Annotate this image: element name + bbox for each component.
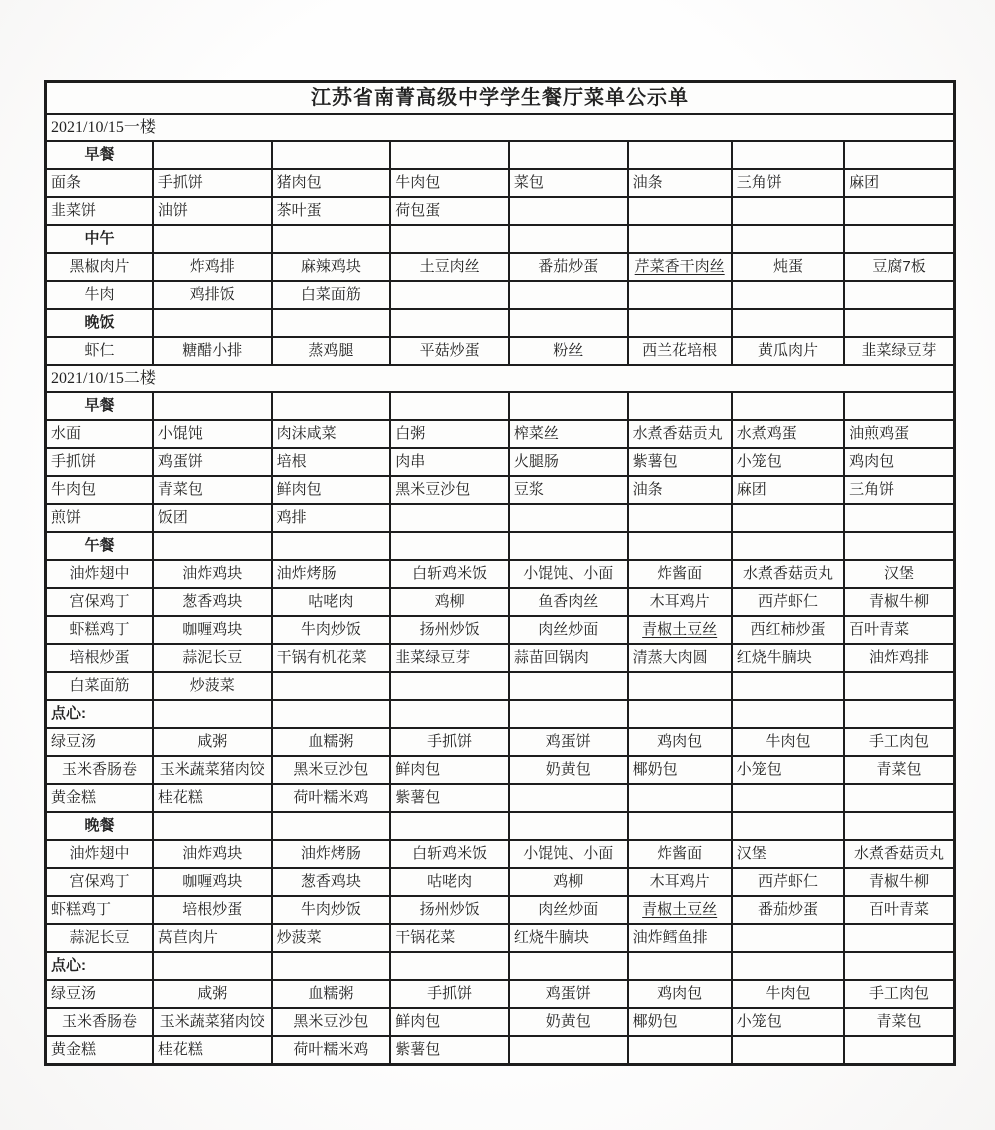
meal-header-row: [47, 953, 953, 981]
menu-cell: 黄瓜肉片: [733, 338, 845, 364]
empty-cell: [510, 813, 629, 839]
menu-cell: 青菜包: [154, 477, 273, 503]
menu-cell: 牛肉包: [733, 729, 845, 755]
menu-cell: 平菇炒蛋: [391, 338, 510, 364]
empty-cell: [733, 282, 845, 308]
menu-cell: 鸡肉包: [629, 729, 733, 755]
menu-cell: 扬州炒饭: [391, 617, 510, 643]
menu-cell: 百叶青菜: [869, 901, 930, 918]
empty-cell: [845, 198, 953, 224]
empty-cell: [510, 533, 629, 559]
menu-cell: 鸡柳: [391, 589, 510, 615]
menu-cell: 芹菜香干肉丝: [629, 254, 733, 280]
menu-row: [47, 254, 953, 282]
date-label: 2021/10/15一楼: [51, 119, 156, 136]
empty-cell: [154, 953, 273, 979]
menu-cell: 青椒牛柳: [869, 873, 930, 890]
menu-row: [47, 589, 953, 617]
menu-cell: 玉米香肠卷: [47, 1009, 154, 1035]
empty-cell: [629, 393, 733, 419]
empty-cell: [510, 226, 629, 252]
empty-cell: [629, 813, 733, 839]
menu-cell: 小馄饨、小面: [510, 561, 629, 587]
menu-cell: 黑米豆沙包: [273, 757, 392, 783]
menu-cell: 宫保鸡丁: [47, 589, 154, 615]
menu-cell: 玉米香肠卷: [47, 757, 154, 783]
menu-cell: 葱香鸡块: [273, 869, 392, 895]
menu-table: [44, 80, 956, 1066]
menu-cell: 鸡肉包: [629, 981, 733, 1007]
menu-cell: 清蒸大肉圆: [629, 645, 733, 671]
empty-cell: [733, 673, 845, 699]
table-title-row: [47, 83, 953, 115]
menu-cell: 鸡柳: [510, 869, 629, 895]
menu-cell: 虾仁: [47, 338, 154, 364]
empty-cell: [629, 533, 733, 559]
empty-cell: [273, 673, 392, 699]
empty-cell: [510, 953, 629, 979]
empty-cell: [154, 310, 273, 336]
empty-cell: [510, 785, 629, 811]
empty-cell: [845, 533, 953, 559]
menu-cell: 油炸烤肠: [273, 561, 392, 587]
menu-cell: 韭菜饼: [47, 198, 154, 224]
empty-cell: [845, 953, 953, 979]
menu-cell: 小馄饨: [154, 421, 273, 447]
menu-cell: 咖喱鸡块: [154, 869, 273, 895]
menu-row: [47, 729, 953, 757]
menu-cell: 手抓饼: [154, 170, 273, 196]
menu-cell: 桂花糕: [154, 1037, 273, 1063]
menu-cell: 奶黄包: [510, 757, 629, 783]
menu-cell: 手抓饼: [47, 449, 154, 475]
empty-cell: [154, 142, 273, 168]
menu-cell: 炸鸡排: [154, 254, 273, 280]
empty-cell: [629, 673, 733, 699]
menu-cell: 黑米豆沙包: [273, 1009, 392, 1035]
empty-cell: [629, 198, 733, 224]
menu-cell: 荷叶糯米鸡: [273, 1037, 392, 1063]
empty-cell: [733, 1037, 845, 1063]
empty-cell: [510, 198, 629, 224]
menu-cell: 青椒土豆丝: [629, 617, 733, 643]
menu-row: [47, 421, 953, 449]
menu-cell: 小笼包: [733, 1009, 845, 1035]
menu-cell: 培根: [273, 449, 392, 475]
date-row: [47, 115, 953, 142]
menu-cell: 黑米豆沙包: [391, 477, 510, 503]
menu-cell: 蒸鸡腿: [273, 338, 392, 364]
menu-cell: 油炸翅中: [47, 561, 154, 587]
empty-cell: [733, 953, 845, 979]
empty-cell: [629, 953, 733, 979]
menu-cell: 炖蛋: [733, 254, 845, 280]
menu-cell: 干锅花菜: [391, 925, 510, 951]
menu-cell: 饭团: [154, 505, 273, 531]
menu-cell: 三角饼: [849, 481, 895, 498]
menu-cell: 麻辣鸡块: [273, 254, 392, 280]
menu-row: [47, 785, 953, 813]
menu-cell: 白斩鸡米饭: [391, 841, 510, 867]
menu-cell: 红烧牛腩块: [510, 925, 629, 951]
menu-cell: 培根炒蛋: [154, 897, 273, 923]
date-row: [47, 366, 953, 393]
menu-cell: 紫薯包: [391, 1037, 510, 1063]
empty-cell: [733, 226, 845, 252]
menu-row: [47, 617, 953, 645]
empty-cell: [391, 310, 510, 336]
menu-row: [47, 981, 953, 1009]
menu-cell: 油煎鸡蛋: [849, 425, 910, 442]
menu-cell: 百叶青菜: [849, 621, 910, 638]
meal-header-row: [47, 701, 953, 729]
menu-cell: 西芹虾仁: [733, 869, 845, 895]
menu-cell: 鸡蛋饼: [510, 729, 629, 755]
menu-cell: 莴苣肉片: [154, 925, 273, 951]
menu-row: [47, 198, 953, 226]
menu-cell: 肉丝炒面: [510, 617, 629, 643]
menu-cell: 紫薯包: [629, 449, 733, 475]
menu-cell: 茶叶蛋: [273, 198, 392, 224]
empty-cell: [629, 282, 733, 308]
menu-row: [47, 869, 953, 897]
menu-cell: 咕咾肉: [391, 869, 510, 895]
menu-cell: 水煮鸡蛋: [733, 421, 845, 447]
meal-header-row: [47, 226, 953, 254]
menu-cell: 猪肉包: [273, 170, 392, 196]
empty-cell: [154, 226, 273, 252]
menu-cell: 青菜包: [876, 761, 922, 778]
menu-cell: 葱香鸡块: [154, 589, 273, 615]
menu-cell: 玉米蔬菜猪肉饺: [154, 1009, 273, 1035]
empty-cell: [629, 1037, 733, 1063]
menu-cell: 肉串: [391, 449, 510, 475]
empty-cell: [391, 505, 510, 531]
menu-cell: 炒菠菜: [273, 925, 392, 951]
menu-cell: 蒜泥长豆: [47, 925, 154, 951]
menu-cell: 牛肉: [47, 282, 154, 308]
menu-cell: 煎饼: [47, 505, 154, 531]
empty-cell: [273, 226, 392, 252]
menu-cell: 火腿肠: [510, 449, 629, 475]
menu-cell: 牛肉包: [47, 477, 154, 503]
menu-row: [47, 477, 953, 505]
menu-cell: 绿豆汤: [47, 729, 154, 755]
empty-cell: [510, 1037, 629, 1063]
meal-header-row: [47, 142, 953, 170]
empty-cell: [273, 393, 392, 419]
menu-row: [47, 505, 953, 533]
menu-cell: 鸡排饭: [154, 282, 273, 308]
menu-row: [47, 1009, 953, 1037]
menu-cell: 鲜肉包: [273, 477, 392, 503]
menu-cell: 青椒牛柳: [869, 593, 930, 610]
menu-cell: 手工肉包: [869, 733, 930, 750]
menu-cell: 蒜苗回锅肉: [510, 645, 629, 671]
menu-cell: 番茄炒蛋: [510, 254, 629, 280]
empty-cell: [845, 925, 953, 951]
empty-cell: [845, 282, 953, 308]
menu-cell: 咕咾肉: [273, 589, 392, 615]
empty-cell: [391, 282, 510, 308]
empty-cell: [733, 505, 845, 531]
menu-cell: 油条: [629, 477, 733, 503]
menu-row: [47, 449, 953, 477]
menu-cell: 白斩鸡米饭: [391, 561, 510, 587]
menu-cell: 鱼香肉丝: [510, 589, 629, 615]
menu-cell: 油炸鸡块: [154, 561, 273, 587]
menu-cell: 汉堡: [884, 565, 915, 582]
menu-cell: 鲜肉包: [391, 1009, 510, 1035]
empty-cell: [733, 198, 845, 224]
menu-cell: 油炸鸡块: [154, 841, 273, 867]
menu-cell: 手抓饼: [391, 981, 510, 1007]
menu-cell: 面条: [47, 170, 154, 196]
menu-cell: 荷叶糯米鸡: [273, 785, 392, 811]
empty-cell: [154, 533, 273, 559]
menu-cell: 木耳鸡片: [629, 869, 733, 895]
menu-row: [47, 338, 953, 366]
menu-cell: 扬州炒饭: [391, 897, 510, 923]
menu-cell: 油饼: [154, 198, 273, 224]
menu-cell: 油炸翅中: [47, 841, 154, 867]
empty-cell: [391, 142, 510, 168]
empty-cell: [845, 393, 953, 419]
meal-header-row: [47, 533, 953, 561]
menu-cell: 炸酱面: [629, 841, 733, 867]
menu-cell: 三角饼: [733, 170, 845, 196]
menu-cell: 西芹虾仁: [733, 589, 845, 615]
menu-cell: 汉堡: [733, 841, 845, 867]
menu-cell: 玉米蔬菜猪肉饺: [154, 757, 273, 783]
menu-cell: 水煮香菇贡丸: [854, 845, 945, 862]
menu-cell: 蒜泥长豆: [154, 645, 273, 671]
menu-cell: 虾糕鸡丁: [47, 897, 154, 923]
menu-cell: 牛肉包: [391, 170, 510, 196]
empty-cell: [154, 701, 273, 727]
menu-row: [47, 1037, 953, 1063]
menu-cell: 小馄饨、小面: [510, 841, 629, 867]
menu-cell: 黄金糕: [47, 1037, 154, 1063]
empty-cell: [733, 785, 845, 811]
empty-cell: [391, 673, 510, 699]
menu-cell: 鸡排: [273, 505, 392, 531]
menu-cell: 番茄炒蛋: [733, 897, 845, 923]
menu-cell: 黄金糕: [47, 785, 154, 811]
meal-header-label: 晚饭: [47, 310, 154, 336]
menu-cell: 水煮香菇贡丸: [733, 561, 845, 587]
menu-cell: 水面: [47, 421, 154, 447]
empty-cell: [391, 533, 510, 559]
menu-cell: 咸粥: [154, 729, 273, 755]
empty-cell: [273, 310, 392, 336]
empty-cell: [629, 701, 733, 727]
menu-row: [47, 673, 953, 701]
menu-row: [47, 645, 953, 673]
menu-row: [47, 561, 953, 589]
meal-header-row: [47, 393, 953, 421]
menu-cell: 土豆肉丝: [391, 254, 510, 280]
menu-cell: 紫薯包: [391, 785, 510, 811]
menu-row: [47, 925, 953, 953]
empty-cell: [273, 701, 392, 727]
meal-header-row: [47, 813, 953, 841]
menu-cell: 椰奶包: [629, 1009, 733, 1035]
menu-cell: 炒菠菜: [154, 673, 273, 699]
menu-cell: 干锅有机花菜: [273, 645, 392, 671]
empty-cell: [510, 673, 629, 699]
menu-row: [47, 757, 953, 785]
menu-row: [47, 170, 953, 198]
empty-cell: [733, 813, 845, 839]
menu-cell: 白粥: [391, 421, 510, 447]
empty-cell: [845, 310, 953, 336]
menu-cell: 油炸鳕鱼排: [629, 925, 733, 951]
menu-cell: 西兰花培根: [629, 338, 733, 364]
empty-cell: [154, 813, 273, 839]
menu-cell: 豆腐7板: [872, 258, 926, 275]
menu-cell: 鲜肉包: [391, 757, 510, 783]
menu-cell: 黑椒肉片: [47, 254, 154, 280]
meal-header-label: 午餐: [47, 533, 154, 559]
meal-header-label: 点心:: [47, 953, 154, 979]
empty-cell: [391, 226, 510, 252]
menu-cell: 鸡肉包: [849, 453, 895, 470]
menu-cell: 血糯粥: [273, 981, 392, 1007]
menu-cell: 手抓饼: [391, 729, 510, 755]
empty-cell: [510, 393, 629, 419]
menu-cell: 鸡蛋饼: [510, 981, 629, 1007]
menu-cell: 青菜包: [876, 1013, 922, 1030]
menu-cell: 韭菜绿豆芽: [861, 342, 937, 359]
page-title: 江苏省南菁高级中学学生餐厅菜单公示单: [311, 87, 689, 109]
empty-cell: [733, 310, 845, 336]
empty-cell: [510, 282, 629, 308]
menu-cell: 油炸鸡排: [869, 649, 930, 666]
menu-cell: 咖喱鸡块: [154, 617, 273, 643]
meal-header-label: 早餐: [47, 142, 154, 168]
menu-cell: 血糯粥: [273, 729, 392, 755]
empty-cell: [273, 142, 392, 168]
menu-cell: 培根炒蛋: [47, 645, 154, 671]
menu-cell: 榨菜丝: [510, 421, 629, 447]
empty-cell: [391, 953, 510, 979]
menu-cell: 肉沫咸菜: [273, 421, 392, 447]
menu-cell: 绿豆汤: [47, 981, 154, 1007]
menu-cell: 西红柿炒蛋: [733, 617, 845, 643]
empty-cell: [273, 533, 392, 559]
empty-cell: [845, 226, 953, 252]
empty-cell: [733, 142, 845, 168]
menu-cell: 小笼包: [733, 757, 845, 783]
empty-cell: [510, 701, 629, 727]
menu-row: [47, 841, 953, 869]
menu-cell: 菜包: [510, 170, 629, 196]
menu-cell: 水煮香菇贡丸: [629, 421, 733, 447]
menu-row: [47, 897, 953, 925]
menu-cell: 韭菜绿豆芽: [391, 645, 510, 671]
empty-cell: [273, 953, 392, 979]
empty-cell: [510, 142, 629, 168]
menu-cell: 鸡蛋饼: [154, 449, 273, 475]
empty-cell: [510, 310, 629, 336]
empty-cell: [273, 813, 392, 839]
empty-cell: [845, 701, 953, 727]
empty-cell: [391, 813, 510, 839]
menu-cell: 白菜面筋: [273, 282, 392, 308]
menu-cell: 肉丝炒面: [510, 897, 629, 923]
meal-header-label: 晚餐: [47, 813, 154, 839]
empty-cell: [733, 533, 845, 559]
menu-row: [47, 282, 953, 310]
empty-cell: [845, 142, 953, 168]
empty-cell: [845, 1037, 953, 1063]
menu-cell: 粉丝: [510, 338, 629, 364]
menu-cell: 虾糕鸡丁: [47, 617, 154, 643]
menu-cell: 牛肉炒饭: [273, 617, 392, 643]
menu-cell: 豆浆: [510, 477, 629, 503]
date-label: 2021/10/15二楼: [51, 370, 156, 387]
menu-cell: 咸粥: [154, 981, 273, 1007]
menu-cell: 宫保鸡丁: [47, 869, 154, 895]
menu-cell: 牛肉包: [733, 981, 845, 1007]
menu-cell: 红烧牛腩块: [733, 645, 845, 671]
menu-cell: 荷包蛋: [391, 198, 510, 224]
menu-cell: 木耳鸡片: [629, 589, 733, 615]
meal-header-label: 中午: [47, 226, 154, 252]
empty-cell: [845, 673, 953, 699]
menu-cell: 麻团: [849, 174, 880, 191]
empty-cell: [845, 785, 953, 811]
menu-cell: 椰奶包: [629, 757, 733, 783]
menu-cell: 牛肉炒饭: [273, 897, 392, 923]
menu-cell: 油炸烤肠: [273, 841, 392, 867]
menu-cell: 白菜面筋: [47, 673, 154, 699]
menu-cell: 手工肉包: [869, 985, 930, 1002]
empty-cell: [733, 701, 845, 727]
empty-cell: [629, 785, 733, 811]
menu-cell: 小笼包: [733, 449, 845, 475]
meal-header-row: [47, 310, 953, 338]
menu-cell: 油条: [629, 170, 733, 196]
empty-cell: [629, 310, 733, 336]
menu-cell: 青椒土豆丝: [629, 897, 733, 923]
menu-cell: 奶黄包: [510, 1009, 629, 1035]
empty-cell: [733, 925, 845, 951]
empty-cell: [629, 505, 733, 531]
empty-cell: [733, 393, 845, 419]
empty-cell: [391, 701, 510, 727]
empty-cell: [629, 226, 733, 252]
empty-cell: [391, 393, 510, 419]
empty-cell: [154, 393, 273, 419]
empty-cell: [845, 505, 953, 531]
menu-cell: 桂花糕: [154, 785, 273, 811]
empty-cell: [845, 813, 953, 839]
meal-header-label: 早餐: [47, 393, 154, 419]
empty-cell: [510, 505, 629, 531]
meal-header-label: 点心:: [47, 701, 154, 727]
menu-cell: 糖醋小排: [154, 338, 273, 364]
empty-cell: [629, 142, 733, 168]
menu-cell: 炸酱面: [629, 561, 733, 587]
menu-cell: 麻团: [733, 477, 845, 503]
